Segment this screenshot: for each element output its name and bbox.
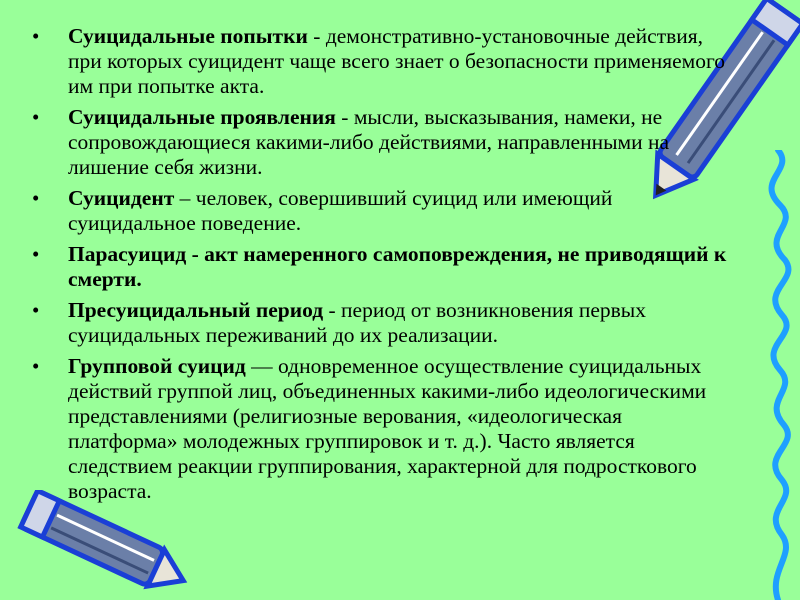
term: Суицидальные попытки (68, 24, 308, 48)
bullet-icon: • (32, 242, 40, 266)
definition: - мысли, высказывания, намеки, не сопровождающиеся какими-либо действиями, направленными на лишение себя жизни. (68, 105, 670, 179)
definition: - период от возникновения первых суицидальных переживаний до их реализации. (68, 298, 646, 347)
list-item (30, 105, 730, 180)
pencil-icon (0, 490, 190, 600)
definition: – человек, совершивший суицид или имеющий суицидальное поведение. (68, 186, 613, 235)
bullet-icon: • (32, 105, 40, 129)
bullet-icon: • (32, 24, 40, 48)
definition: — одновременное осуществление суицидальных действий группой лиц, объединенных какими-либо идеологическими представлениями (религиозные верования, «идеологическая платформа» молодежных группировок и т. д.). Часто является следствием реакции группирования, характерной для подросткового возраста. (68, 354, 707, 503)
list-item (30, 242, 730, 292)
definition-list (30, 24, 730, 510)
term: Групповой суицид (68, 354, 246, 378)
term: Пресуицидальный период (68, 298, 324, 322)
bullet-icon: • (32, 186, 40, 210)
bullet-icon: • (32, 298, 40, 322)
list-item (30, 186, 730, 236)
definition: - демонстративно-установочные действия, при которых суицидент чаще всего знает о безопасности применяемого им при попытке акта. (68, 24, 726, 98)
definition: - акт намеренного самоповреждения, не приводящий к смерти. (68, 242, 727, 291)
term: Суицидент (68, 186, 175, 210)
term: Суицидальные проявления (68, 105, 336, 129)
list-item (30, 24, 730, 99)
list-item (30, 354, 730, 504)
list-item (30, 298, 730, 348)
term: Парасуицид (68, 242, 187, 266)
bullet-icon: • (32, 354, 40, 378)
